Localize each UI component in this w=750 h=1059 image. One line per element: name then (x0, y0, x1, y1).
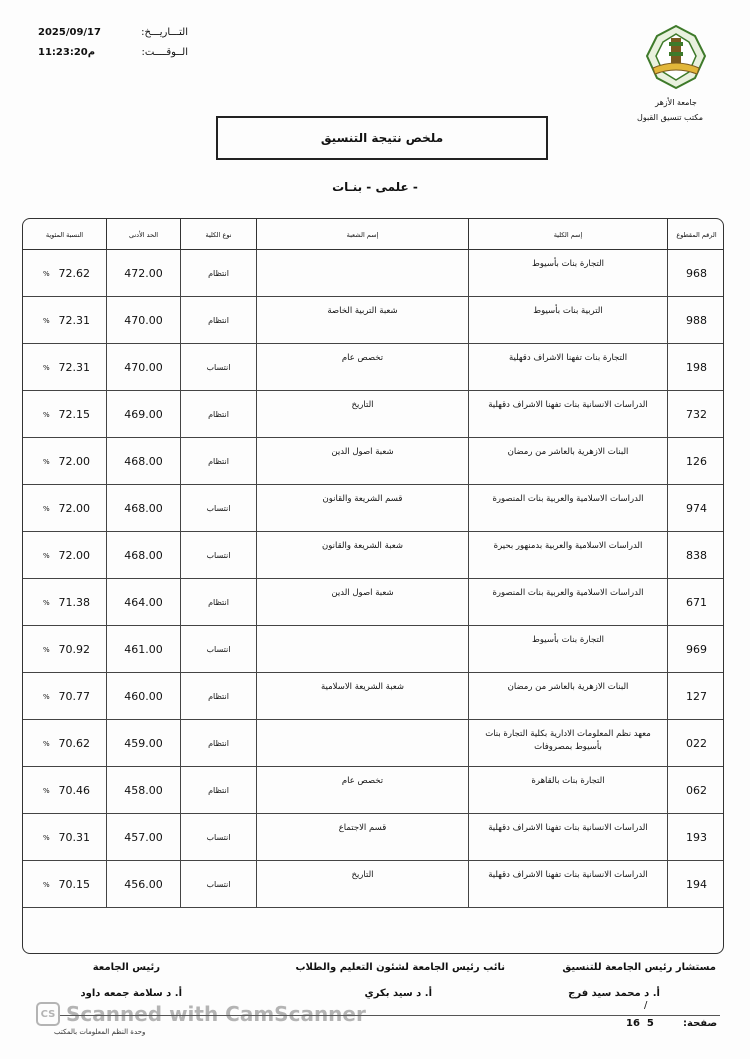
watermark-text: Scanned with CamScanner (66, 1002, 366, 1026)
cell-pct (23, 626, 107, 673)
table-row (23, 532, 723, 579)
percent-symbol: % (43, 551, 50, 560)
table-row (23, 767, 723, 814)
cell-code: 988 (686, 314, 707, 327)
cell-branch: شعبة اصول الدين (257, 579, 469, 626)
table-row (23, 297, 723, 344)
cell-college: التربية بنات بأسيوط (469, 297, 668, 344)
percent-symbol: % (43, 410, 50, 419)
cell-type: انتظام (181, 579, 257, 626)
cell-pct (23, 438, 107, 485)
percent-value: 72.62 (58, 267, 90, 280)
cell-branch: شعبة الشريعة الاسلامية (257, 673, 469, 720)
cell-branch: قسم الاجتماع (257, 814, 469, 861)
table-row (23, 579, 723, 626)
sig3-name: أ. د سلامة جمعه داود (80, 988, 182, 999)
table-row (23, 626, 723, 673)
university-name: جامعة الأزهر (655, 98, 697, 107)
cell-code: 969 (686, 643, 707, 656)
percent-symbol: % (43, 692, 50, 701)
unit-name: وحدة النظم المعلومات بالمكتب (54, 1028, 146, 1036)
cell-branch: شعبة التربية الخاصة (257, 297, 469, 344)
date-value: 2025/09/17 (38, 26, 101, 38)
cell-min: 456.00 (107, 861, 181, 908)
sig1-name: أ. د محمد سيد فرج (568, 988, 660, 999)
university-logo-block (636, 22, 716, 122)
sig2-title: نائب رئيس الجامعة لشئون التعليم والطلاب (295, 962, 505, 973)
report-subtitle: - علمى - بنـات (332, 180, 418, 194)
date-label: التـــاريـــخ: (141, 26, 188, 38)
cell-branch: التاريخ (257, 391, 469, 438)
table-row (23, 485, 723, 532)
cell-pct (23, 720, 107, 767)
cell-type: انتظام (181, 720, 257, 767)
cell-college: التجارة بنات بالقاهرة (469, 767, 668, 814)
cell-code: 062 (686, 784, 707, 797)
percent-value: 71.38 (58, 596, 90, 609)
office-name: مكتب تنسيق القبول (637, 113, 703, 122)
percent-value: 70.15 (58, 878, 90, 891)
header-code: الرقم المقطوع (676, 230, 717, 239)
table-row (23, 391, 723, 438)
percent-symbol: % (43, 786, 50, 795)
cell-type: انتساب (181, 485, 257, 532)
percent-symbol: % (43, 363, 50, 372)
cell-branch: شعبة الشريعة والقانون (257, 532, 469, 579)
percent-value: 70.62 (58, 737, 90, 750)
percent-symbol: % (43, 316, 50, 325)
cell-code: 193 (686, 831, 707, 844)
percent-symbol: % (43, 833, 50, 842)
footer-divider (60, 1015, 720, 1016)
cell-min: 472.00 (107, 250, 181, 297)
cell-college: معهد نظم المعلومات الادارية بكلية التجارة بنات بأسيوط بمصروفات (469, 720, 668, 767)
cell-type: انتظام (181, 250, 257, 297)
cell-branch: تخصص عام (257, 767, 469, 814)
percent-value: 70.92 (58, 643, 90, 656)
cell-type: انتساب (181, 626, 257, 673)
cell-min: 457.00 (107, 814, 181, 861)
cell-type: انتساب (181, 344, 257, 391)
cell-college: الدراسات الانسانية بنات تفهنا الاشراف دقهلية (469, 391, 668, 438)
cell-pct (23, 250, 107, 297)
percent-value: 72.00 (58, 502, 90, 515)
cell-code: 974 (686, 502, 707, 515)
percent-symbol: % (43, 739, 50, 748)
percent-value: 72.00 (58, 455, 90, 468)
cell-branch: قسم الشريعة والقانون (257, 485, 469, 532)
cell-min: 469.00 (107, 391, 181, 438)
cell-min: 464.00 (107, 579, 181, 626)
cell-min: 460.00 (107, 673, 181, 720)
cell-type: انتظام (181, 297, 257, 344)
page-total: 16 (626, 1018, 640, 1029)
cell-type: انتظام (181, 438, 257, 485)
cell-pct (23, 579, 107, 626)
table-row (23, 814, 723, 861)
cell-pct (23, 673, 107, 720)
percent-value: 70.31 (58, 831, 90, 844)
percent-value: 72.31 (58, 361, 90, 374)
cell-type: انتساب (181, 861, 257, 908)
header-type: نوع الكلية (181, 219, 257, 250)
table-row (23, 344, 723, 391)
cell-type: انتظام (181, 673, 257, 720)
camscanner-watermark (36, 1002, 366, 1026)
percent-symbol: % (43, 880, 50, 889)
page-slash: / (644, 1000, 648, 1011)
cell-branch (257, 250, 469, 297)
cell-college: البنات الازهرية بالعاشر من رمضان (469, 438, 668, 485)
time-label: الــوقــــت: (141, 46, 188, 58)
percent-value: 72.00 (58, 549, 90, 562)
cell-type: انتساب (181, 532, 257, 579)
cell-min: 468.00 (107, 438, 181, 485)
cell-code: 732 (686, 408, 707, 421)
page-label: صفحة: (683, 1018, 718, 1029)
header-min: الحد الأدنى (107, 219, 181, 250)
cell-branch (257, 720, 469, 767)
cell-pct (23, 861, 107, 908)
cell-college: الدراسات الاسلامية والعربية بدمنهور بحيرة (469, 532, 668, 579)
cell-college: الدراسات الاسلامية والعربية بنات المنصورة (469, 579, 668, 626)
cell-college: التجارة بنات بأسيوط (469, 626, 668, 673)
table-row (23, 861, 723, 908)
cell-college: الدراسات الاسلامية والعربية بنات المنصورة (469, 485, 668, 532)
cell-pct (23, 532, 107, 579)
cell-pct (23, 814, 107, 861)
table-row (23, 720, 723, 767)
cell-code: 968 (686, 267, 707, 280)
percent-symbol: % (43, 645, 50, 654)
cell-type: انتساب (181, 814, 257, 861)
sig2-name: أ. د سيد بكري (364, 988, 432, 999)
cell-min: 458.00 (107, 767, 181, 814)
cell-pct (23, 297, 107, 344)
cell-code: 194 (686, 878, 707, 891)
sig1-title: مستشار رئيس الجامعة للتنسيق (562, 962, 716, 973)
percent-symbol: % (43, 504, 50, 513)
cell-type: انتظام (181, 391, 257, 438)
percent-symbol: % (43, 269, 50, 278)
cell-college: الدراسات الانسانية بنات تفهنا الاشراف دقهلية (469, 814, 668, 861)
cell-code: 198 (686, 361, 707, 374)
page-current: 5 (646, 1018, 654, 1029)
cell-pct (23, 485, 107, 532)
cell-branch (257, 626, 469, 673)
cell-type: انتظام (181, 767, 257, 814)
cell-code: 022 (686, 737, 707, 750)
report-title: ملخص نتيجة التنسيق (216, 116, 548, 160)
table-row (23, 250, 723, 297)
cell-code: 126 (686, 455, 707, 468)
cell-college: البنات الازهرية بالعاشر من رمضان (469, 673, 668, 720)
header-branch: إسم الشعبة (257, 219, 469, 250)
cell-branch: التاريخ (257, 861, 469, 908)
percent-value: 70.46 (58, 784, 90, 797)
page-number (626, 1018, 654, 1029)
cell-min: 470.00 (107, 297, 181, 344)
table-header (23, 219, 723, 250)
datetime-block (38, 22, 188, 62)
cell-code: 838 (686, 549, 707, 562)
cell-college: الدراسات الانسانية بنات تفهنا الاشراف دقهلية (469, 861, 668, 908)
cell-pct (23, 391, 107, 438)
cell-min: 461.00 (107, 626, 181, 673)
table-row (23, 438, 723, 485)
cell-college: التجارة بنات بأسيوط (469, 250, 668, 297)
cell-college: التجارة بنات تفهنا الاشراف دقهلية (469, 344, 668, 391)
cell-min: 459.00 (107, 720, 181, 767)
percent-symbol: % (43, 457, 50, 466)
cell-code: 127 (686, 690, 707, 703)
percent-value: 72.31 (58, 314, 90, 327)
cell-min: 468.00 (107, 485, 181, 532)
cell-min: 468.00 (107, 532, 181, 579)
time-value: 11:23:20م (38, 46, 96, 58)
cell-code: 671 (686, 596, 707, 609)
percent-symbol: % (43, 598, 50, 607)
sig3-title: رئيس الجامعة (92, 962, 160, 973)
cell-min: 470.00 (107, 344, 181, 391)
percent-value: 70.77 (58, 690, 90, 703)
al-azhar-logo (641, 22, 711, 92)
header-college: إسم الكلية (469, 219, 668, 250)
cell-pct (23, 344, 107, 391)
table-row (23, 673, 723, 720)
header-pct: النسبة المئوية (23, 219, 107, 250)
results-table (22, 218, 724, 954)
cell-branch: تخصص عام (257, 344, 469, 391)
percent-value: 72.15 (58, 408, 90, 421)
cell-branch: شعبة اصول الدين (257, 438, 469, 485)
camscanner-logo-icon: CS (36, 1002, 60, 1026)
cell-pct (23, 767, 107, 814)
